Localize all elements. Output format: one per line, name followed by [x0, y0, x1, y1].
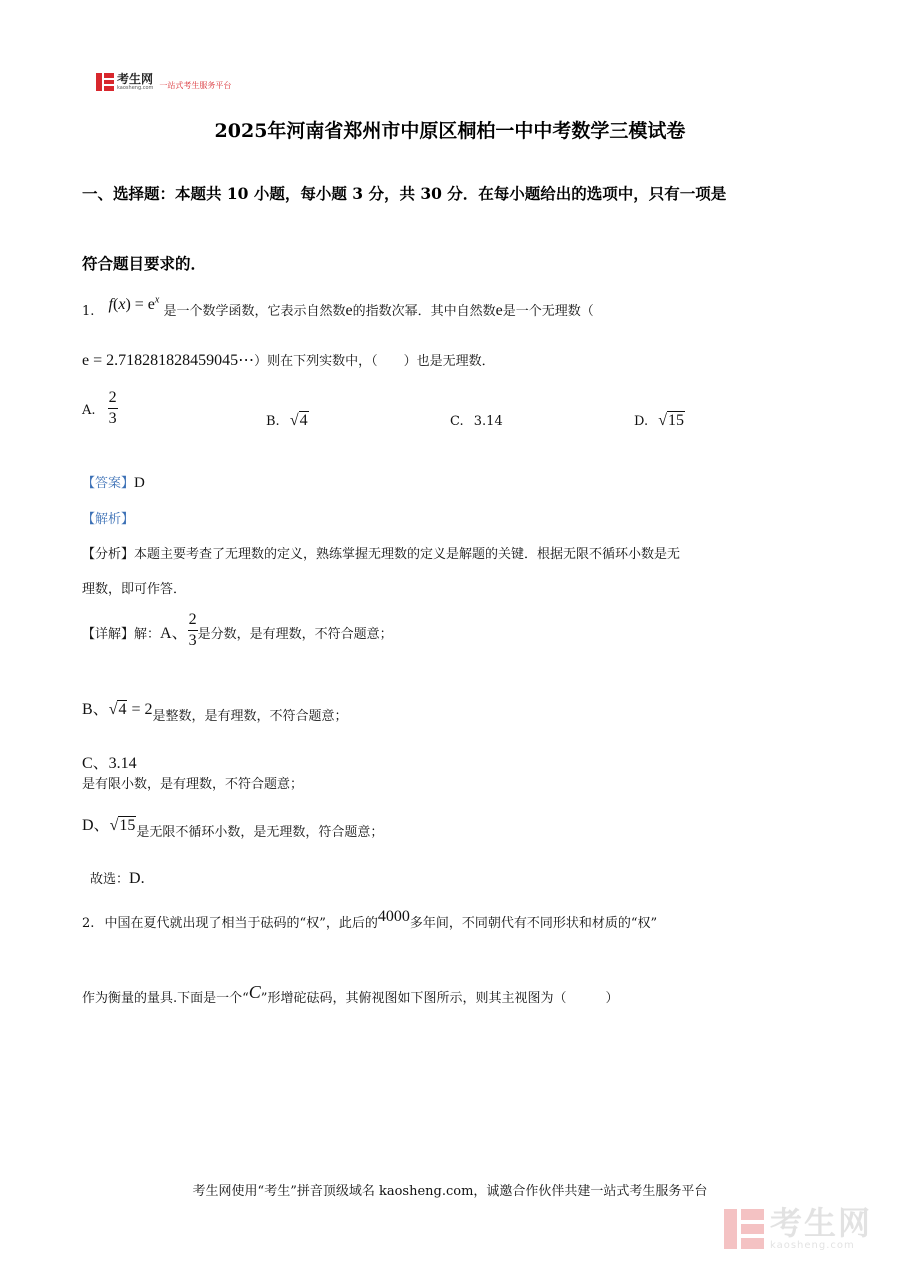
- option-a: A. $\frac{2}{3}$: [82, 389, 117, 427]
- square-root: √15: [109, 817, 136, 834]
- page-title: 2025年河南省郑州市中原区桐柏一中中考数学三模试卷: [214, 120, 686, 142]
- detail-d: D、√15是无限不循环小数，是无理数，符合题意；: [82, 817, 384, 840]
- answer-line: [82, 472, 145, 492]
- answer-tag: 【答案】: [82, 476, 135, 491]
- analysis-line1: 【分析】本题主要考查了无理数的定义，熟练掌握无理数的定义是解题的关键．根据无限不循环小数是无: [82, 547, 681, 562]
- section-heading-line1: 一、选择题：本题共 10 小题，每小题 3 分，共 30 分．在每小题给出的选项中，只有一项是: [82, 184, 727, 203]
- square-root: √4: [108, 701, 127, 718]
- years-value: 4000: [377, 908, 410, 925]
- detail-c: C、3.14 是有限小数，是有理数，不符合题意；: [82, 755, 304, 792]
- watermark-name: 考生网: [769, 1204, 872, 1242]
- header-logo: [96, 72, 231, 92]
- section-heading-line2: 符合题目要求的．: [82, 254, 207, 273]
- square-root: √4: [289, 412, 308, 429]
- option-d: D. √15: [634, 412, 685, 429]
- page-footer: 考生网使用“考生”拼音顶级域名 kaosheng.com，诚邀合作伙伴共建一站式考生服务平台: [192, 1184, 708, 1199]
- option-b: B. √4: [266, 412, 308, 429]
- fraction: $\frac{2}{3}$: [188, 611, 197, 649]
- choose-line: 故选：D.: [90, 870, 145, 887]
- question-1-stem-line2: e = 2.718281828459045⋯）则在下列实数中，（ ）也是无理数．: [82, 352, 495, 369]
- question-2-stem: 2. 中国在夏代就出现了相当于砝码的“权”，此后的4000多年间，不同朝代有不同形状和材质的“权”: [82, 908, 658, 931]
- logo-slogan: 一站式考生服务平台: [159, 80, 232, 90]
- watermark-logo: [724, 1204, 872, 1251]
- question-1-stem: 1. $f(x) = e^x$ 是一个数学函数，它表示自然数e的指数次幂．其中自然数e是一个无理数（: [82, 294, 594, 319]
- detail-b: B、√4 = 2是整数，是有理数，不符合题意；: [82, 701, 348, 724]
- option-c: C. 3.14: [450, 414, 503, 429]
- watermark-domain: kaosheng.com: [769, 1240, 855, 1251]
- logo-domain: kaosheng.com: [117, 85, 154, 91]
- fraction: $\frac{2}{3}$: [108, 389, 117, 427]
- shape-letter: C: [248, 982, 261, 1002]
- detail-a: 【详解】解：A、 $\frac{2}{3}$ 是分数，是有理数，不符合题意；: [82, 611, 393, 649]
- e-value: e = 2.718281828459045⋯: [82, 352, 255, 369]
- logo-name: 考生网: [117, 72, 154, 86]
- question-number: 2.: [82, 916, 95, 931]
- analysis-line2: 理数，即可作答．: [82, 582, 187, 597]
- analysis-tag: 【解析】: [82, 512, 135, 527]
- kaosheng-watermark-icon: [724, 1209, 764, 1249]
- function-formula: $f(x) = e^x$: [108, 294, 160, 313]
- kaosheng-logo-icon: [96, 73, 114, 91]
- question-2-stem-line2: 作为衡量的量具.下面是一个“C”形增砣砝码，其俯视图如下图所示，则其主视图为（ ）: [82, 982, 619, 1006]
- answer-value: D: [134, 475, 145, 491]
- question-number: 1.: [82, 304, 95, 319]
- square-root: √15: [658, 412, 685, 429]
